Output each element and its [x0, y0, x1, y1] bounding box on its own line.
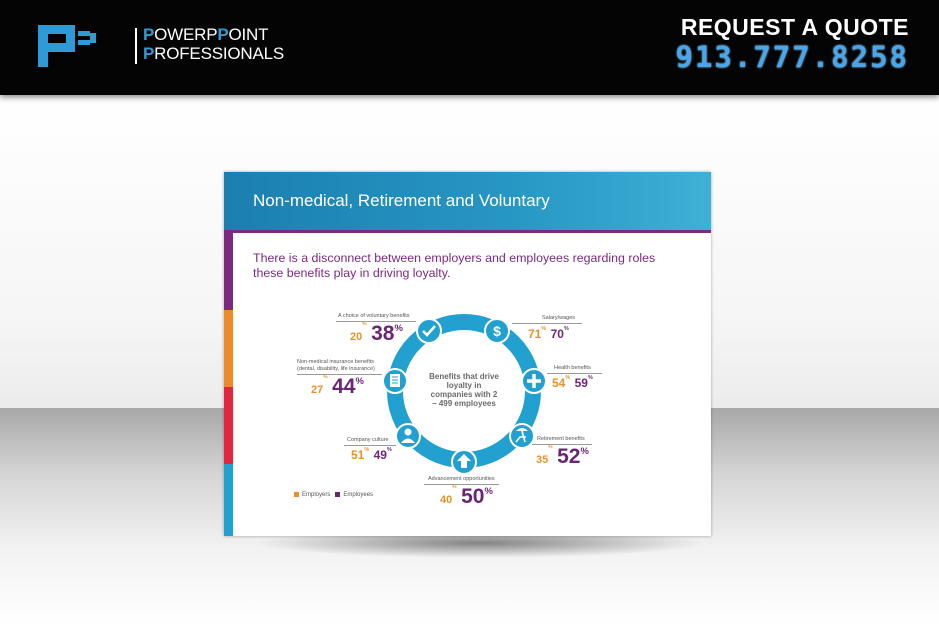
percent-sign: %	[362, 322, 367, 328]
powerpoint-professionals-logo[interactable]	[38, 23, 284, 69]
up-arrow-icon	[452, 450, 476, 474]
employers-number: 71	[528, 327, 542, 341]
dollar-icon	[485, 319, 509, 343]
percent-sign: %	[580, 445, 589, 457]
employees-number: 59	[574, 376, 588, 390]
phone-number[interactable]: 913.777.8258	[675, 40, 909, 74]
benefit-label-advancement: Advancement opportunities	[428, 476, 495, 482]
header-bar	[0, 0, 939, 95]
person-icon	[396, 424, 420, 448]
percent-sign: %	[548, 445, 553, 451]
benefit-label-retirement: Retirement benefits	[537, 436, 585, 442]
benefit-values-health	[552, 374, 593, 392]
logo-initial: P	[143, 25, 155, 44]
benefit-label-salary: Salary/wages	[542, 315, 576, 321]
request-quote-title[interactable]: REQUEST A QUOTE	[680, 14, 909, 40]
logo-text-part: ROFESSIONALS	[154, 44, 284, 63]
beach-chair-icon	[510, 424, 534, 448]
employees-value	[374, 448, 392, 462]
employers-number: 40	[440, 494, 453, 506]
employers-number: 54	[552, 376, 566, 390]
benefit-values-non-medical	[311, 375, 364, 399]
benefit-values-company-culture	[351, 446, 392, 464]
percent-sign: %	[364, 446, 370, 453]
employers-value	[351, 448, 369, 462]
logo-text-part: OINT	[228, 25, 269, 44]
employers-value	[528, 327, 546, 341]
plus-icon	[522, 369, 546, 393]
employees-value	[332, 375, 364, 398]
employers-value	[536, 445, 553, 466]
benefit-label-non-medical: Non-medical insurance benefits	[297, 359, 375, 365]
employees-number: 49	[373, 448, 387, 462]
chart-legend	[294, 492, 373, 498]
percent-sign: %	[563, 325, 569, 332]
benefit-values-retirement	[536, 445, 589, 469]
logo-divider	[135, 28, 137, 64]
benefit-values-voluntary	[350, 322, 403, 346]
employees-number: 52	[557, 445, 581, 468]
percent-sign: %	[565, 374, 571, 381]
benefit-values-advancement	[440, 485, 493, 509]
logo-mark-icon	[38, 23, 98, 69]
percent-sign: %	[394, 322, 403, 334]
employers-value	[311, 375, 328, 396]
employees-value	[461, 485, 493, 508]
document-icon	[383, 369, 407, 393]
benefit-values-salary	[528, 325, 569, 343]
svg-text:$: $	[493, 323, 501, 339]
slide-subtitle: There is a disconnect between employers and employees regarding roles these benefits play in driving loyalty.	[253, 251, 656, 280]
checkmark-icon	[417, 319, 441, 343]
employees-number: 70	[550, 327, 564, 341]
employees-number: 50	[461, 485, 485, 508]
employers-value	[440, 485, 457, 506]
logo-initial: P	[143, 44, 155, 63]
benefit-label-voluntary: A choice of voluntary benefits	[338, 313, 410, 319]
employees-number: 38	[371, 322, 395, 345]
employees-value	[551, 327, 569, 341]
logo-wordmark	[143, 25, 284, 63]
slide-preview[interactable]	[224, 172, 711, 536]
percent-sign: %	[484, 485, 493, 497]
employers-number: 20	[350, 331, 363, 343]
employees-number: 44	[332, 375, 356, 398]
employers-number: 27	[311, 384, 324, 396]
employees-value	[557, 445, 589, 468]
percent-sign: %	[323, 375, 328, 381]
request-quote-block[interactable]	[675, 14, 909, 74]
benefit-label-company-culture: Company culture	[347, 437, 389, 443]
legend-label-employees: Employees	[343, 492, 374, 499]
employers-value	[350, 322, 367, 343]
employers-value	[552, 376, 570, 390]
benefit-underline	[512, 323, 582, 324]
slide-title: Non-medical, Retirement and Voluntary	[253, 191, 550, 210]
logo-text-part: OWERP	[154, 25, 218, 44]
percent-sign: %	[541, 325, 547, 332]
ring-center-text: Benefits that drive loyalty in companies with 2 – 499 employees	[429, 372, 499, 408]
employers-number: 35	[536, 454, 549, 466]
legend-label-employers: Employers	[302, 492, 331, 499]
percent-sign: %	[355, 375, 364, 387]
benefit-label-health: Health benefits	[554, 365, 591, 371]
employers-number: 51	[351, 448, 365, 462]
employees-value	[575, 376, 593, 390]
percent-sign: %	[386, 446, 392, 453]
percent-sign: %	[452, 485, 457, 491]
percent-sign: %	[587, 374, 593, 381]
employees-value	[371, 322, 403, 345]
legend-swatch-employees	[335, 492, 340, 497]
logo-initial: P	[217, 25, 229, 44]
benefit-label-non-medical-detail: (dental, disability, life insurance)	[297, 366, 375, 372]
legend-swatch-employers	[294, 492, 299, 497]
